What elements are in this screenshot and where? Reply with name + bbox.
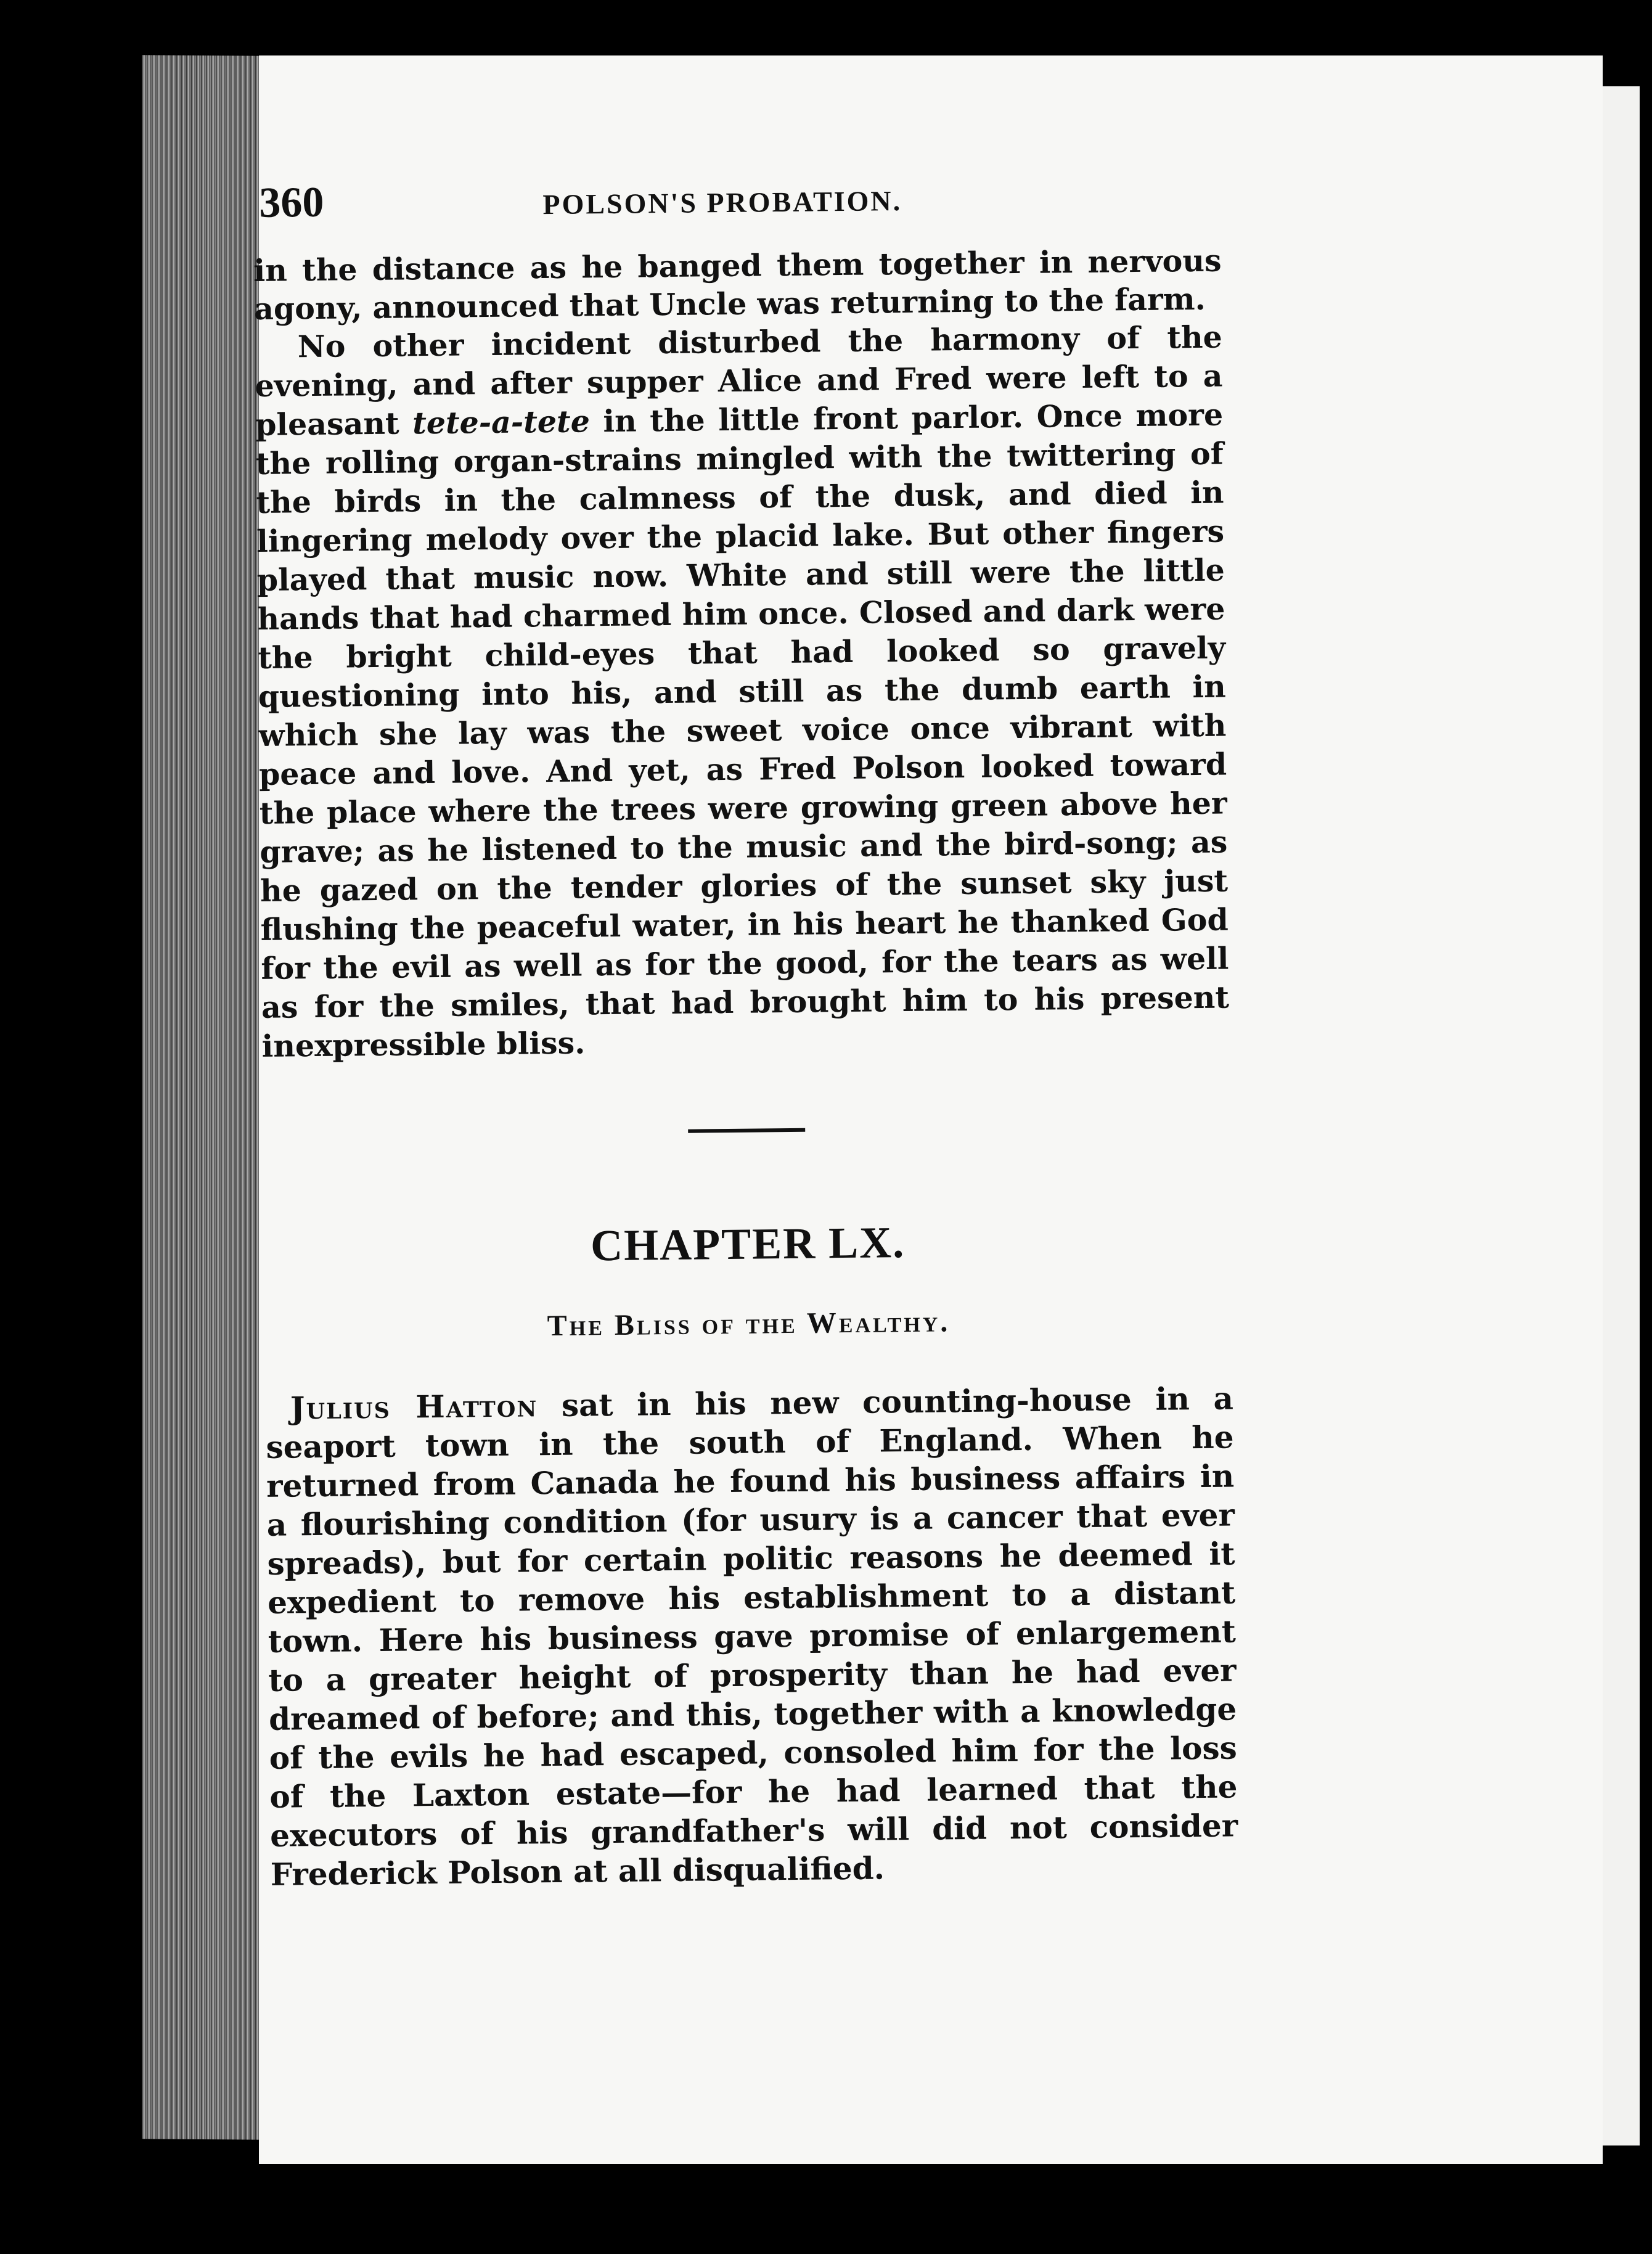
- chapter-subtitle: The Bliss of the Wealthy.: [547, 1305, 951, 1343]
- paragraph-evening-rest: in the little front parlor. Once more the rolling organ-strains mingled with the twittering of the birds in the calmness of the dusk, and died in lingering melody over the placid lake. But other fingers played that music now. White and still were the little hands that had charmed him once. Closed and dark were the bright child-eyes that had looked so gravely questioning into his, and still as the dumb earth in which she lay was the sweet voice once vibrant with peace and love. And yet, as Fred Polson looked toward the place where the trees were growing green above her grave; as he listened to the music and the bird-song; as he gazed on the tender glories of the sunset sky just flushing the peaceful water, in his heart he thanked God for the evil as well as for the good, for the tears as well as for the smiles, that had brought him to his present inexpressible bliss.: [255, 396, 1230, 1064]
- page-block-edge: [142, 55, 265, 2139]
- paragraph-evening-start: No other incident disturbed the harmony of the evening, and after supper Alice and Fred were left to a pleasant: [255, 319, 1223, 443]
- page-text: [253, 169, 1238, 1894]
- section-divider-rule: [688, 1128, 805, 1133]
- chapter-opening-paragraph: [266, 1379, 1238, 1893]
- paragraph-continuation: in the distance as he banged them together in nervous agony, announced that Uncle was returning to the farm.: [253, 242, 1222, 327]
- running-head: [253, 169, 1221, 247]
- page-number: 360: [259, 178, 324, 227]
- paragraph-evening: [255, 318, 1230, 1066]
- italic-phrase: tete-a-tete: [412, 403, 591, 441]
- chapter-title: CHAPTER LX.: [590, 1218, 906, 1271]
- lead-in-small-caps: Julius Hatton: [290, 1387, 538, 1427]
- chapter-opening-text: sat in his new counting-house in a seaport town in the south of England. When he returned from Canada he found his business affairs in a flourishing condition (for usury is a cancer that ever spreads), but for certain politic reasons he deemed it expedient to remove his establishment to a distant town. Here his business gave promise of enlargement to a greater height of prosperity than he had ever dreamed of before; and this, together with a knowledge of the evils he had escaped, consoled him for the loss of the Laxton estate—for he had learned that the executors of his grandfather's will did not consider Frederick Polson at all disqualified.: [266, 1380, 1238, 1893]
- running-head-title: POLSON'S PROBATION.: [542, 184, 902, 221]
- facing-page-edge: [1603, 86, 1640, 2145]
